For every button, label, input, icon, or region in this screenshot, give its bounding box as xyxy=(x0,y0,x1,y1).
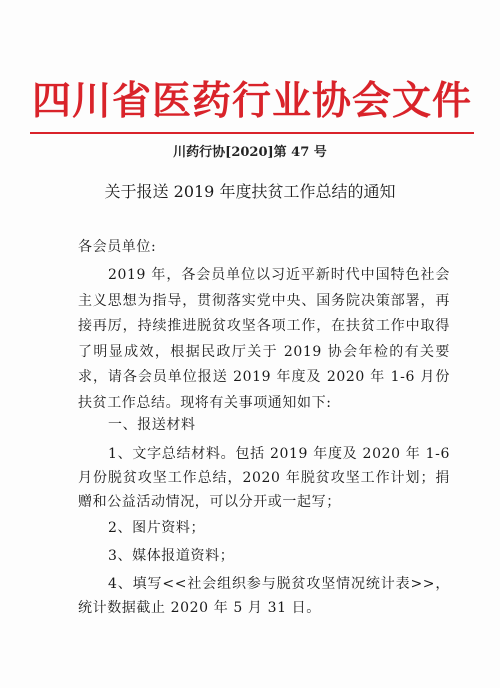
letterhead-divider xyxy=(30,132,474,134)
list-item: 1、文字总结材料。包括 2019 年度及 2020 年 1-6 月份脱贫攻坚工作总结，2020 年脱贫攻坚工作计划；捐赠和公益活动情况，可以分开或一起写； xyxy=(78,446,450,510)
list-item: 3、媒体报道资料； xyxy=(108,548,235,564)
body-paragraph: 2019 年，各会员单位以习近平新时代中国特色社会主义思想为指导，贯彻落实党中央、国务院决策部署，再接再厉，持续推进脱贫攻坚各项工作，在扶贫工作中取得了明显成效，根据民政厅关于 2019 协会年检的有关要求，请各会员单位报送 2019 年度及 2020 年 1-6 月份扶贫工作总结。现将有关事项通知如下: xyxy=(78,267,450,411)
list-item: 4、填写<<社会组织参与脱贫攻坚情况统计表>>，统计数据截止 2020 年 5 月 31 日。 xyxy=(78,576,450,616)
salutation: 各会员单位: xyxy=(78,239,157,255)
letterhead-title: 四川省医药行业协会文件 xyxy=(32,78,473,124)
document-title: 关于报送 2019 年度扶贫工作总结的通知 xyxy=(104,182,396,201)
section-heading: 一、报送材料 xyxy=(108,417,196,433)
list-item: 2、图片资料； xyxy=(108,520,206,536)
document-number: 川药行协[2020]第 47 号 xyxy=(173,145,327,160)
